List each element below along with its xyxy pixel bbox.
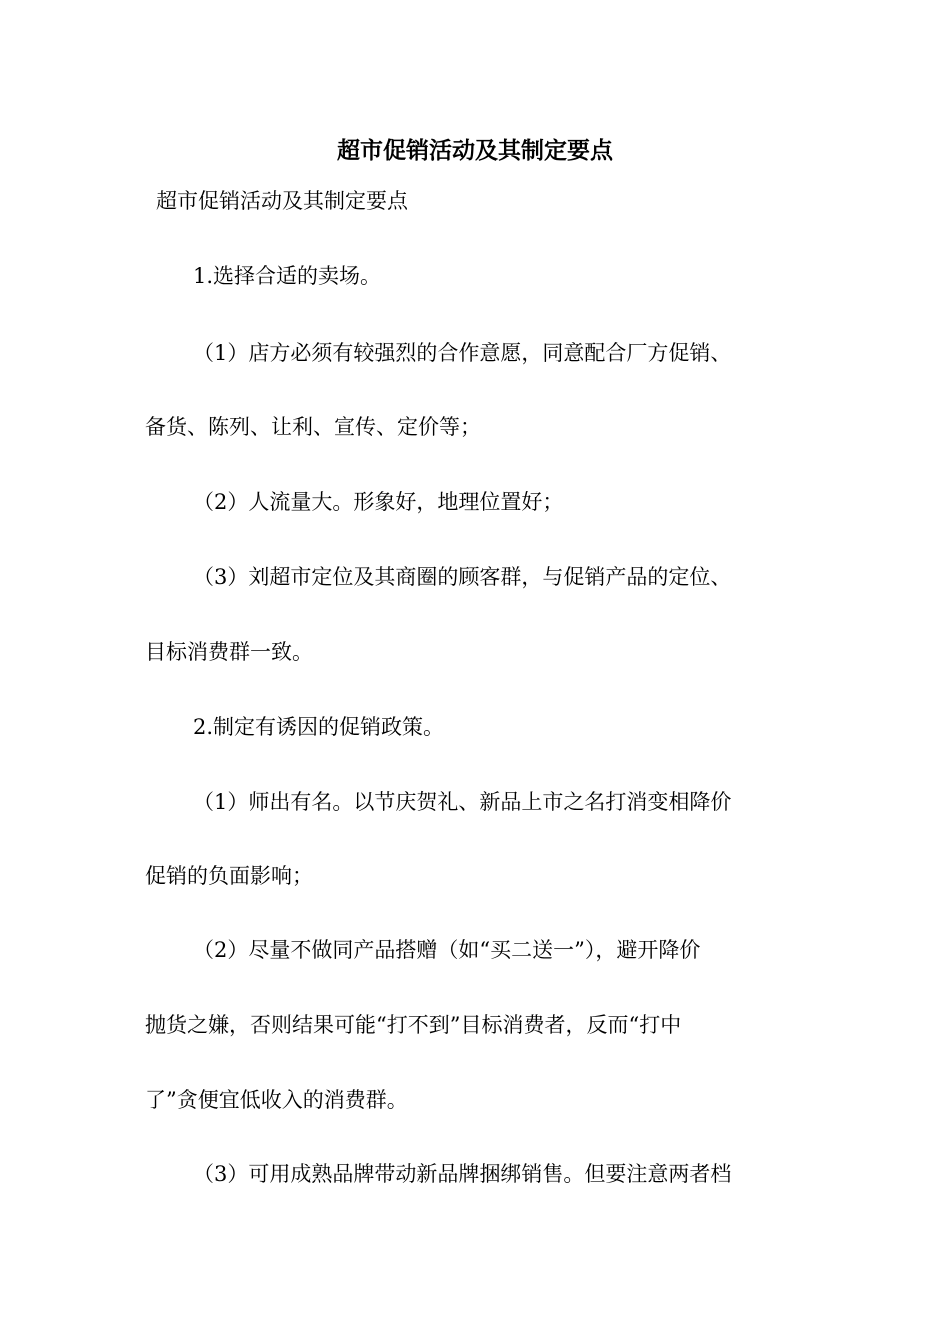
paragraph-line: 目标消费群一致。 — [145, 640, 313, 664]
paragraph-line: （3）可用成熟品牌带动新品牌捆绑销售。但要注意两者档 — [193, 1162, 732, 1186]
page-title: 超市促销活动及其制定要点 — [337, 137, 613, 164]
paragraph-line: 抛货之嫌，否则结果可能“打不到”目标消费者，反而“打中 — [145, 1013, 682, 1037]
paragraph-line: （3）刘超市定位及其商圈的顾客群，与促销产品的定位、 — [193, 565, 732, 589]
section-heading-2: 2.制定有诱因的促销政策。 — [193, 715, 445, 739]
paragraph-line: （2）人流量大。形象好，地理位置好； — [193, 490, 564, 514]
paragraph-line: （1）师出有名。以节庆贺礼、新品上市之名打消变相降价 — [193, 790, 732, 814]
paragraph-line: （2）尽量不做同产品搭赠（如“买二送一”），避开降价 — [193, 938, 701, 962]
paragraph-line: 备货、陈列、让利、宣传、定价等； — [145, 415, 481, 439]
paragraph-line: 促销的负面影响； — [145, 864, 313, 888]
subtitle-line: 超市促销活动及其制定要点 — [156, 189, 408, 213]
section-heading-1: 1.选择合适的卖场。 — [193, 264, 382, 288]
paragraph-line: （1）店方必须有较强烈的合作意愿，同意配合厂方促销、 — [193, 341, 732, 365]
paragraph-line: 了”贪便宜低收入的消费群。 — [145, 1088, 408, 1112]
